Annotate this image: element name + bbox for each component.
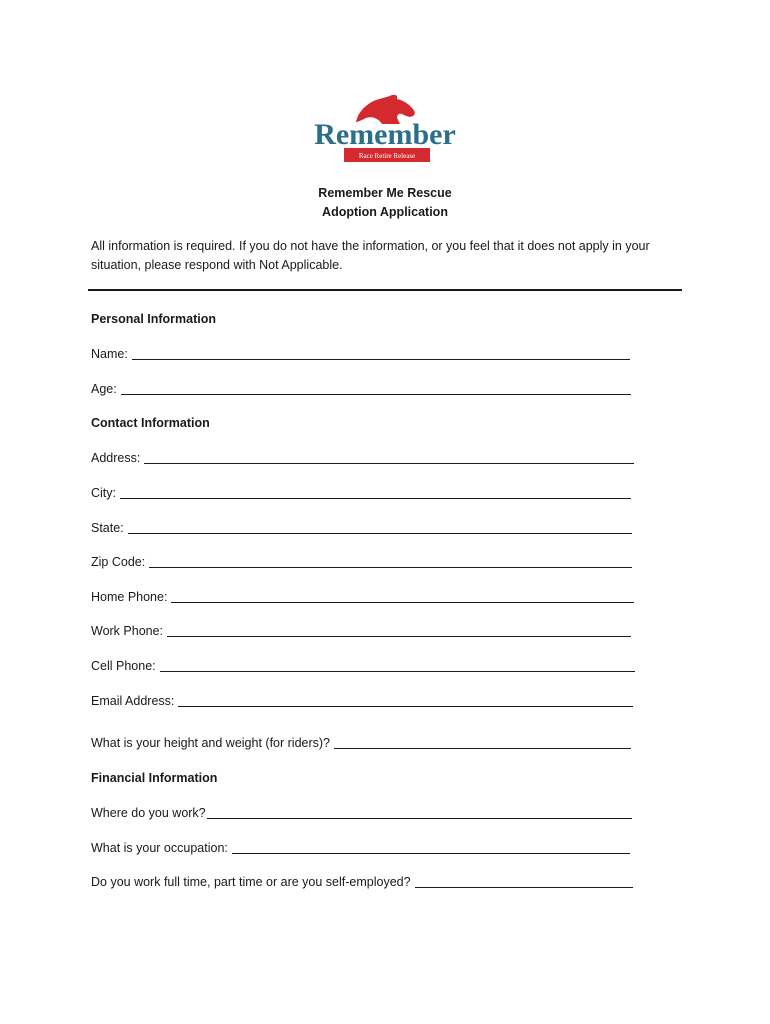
occupation-label: What is your occupation: [91,841,228,855]
where-work-label: Where do you work? [91,806,206,820]
where-work-field [91,804,632,822]
address-field [91,449,634,467]
address-input-line[interactable] [144,451,634,464]
zip-code-field [91,553,632,571]
home-phone-field [91,588,634,606]
section-personal-info: Personal Information [91,312,217,326]
height-weight-input-line[interactable] [334,736,631,749]
state-input-line[interactable] [128,521,632,534]
work-phone-field [91,622,631,640]
state-label: State: [91,521,124,535]
where-work-input-line[interactable] [207,806,632,819]
city-input-line[interactable] [120,486,631,499]
intro-text: All information is required. If you do not have the information, or you feel that it does not apply in your situation, please respond with Not Applicable. [91,239,650,272]
form-title: Adoption Application [322,205,448,219]
occupation-input-line[interactable] [232,841,630,854]
height-weight-label: What is your height and weight (for riders)? [91,736,330,750]
email-input-line[interactable] [178,694,633,707]
rescue-logo [312,92,458,166]
email-field [91,692,633,710]
cell-phone-input-line[interactable] [160,659,635,672]
logo-tagline: Race Retire Release [358,152,416,160]
section-divider [88,289,682,291]
age-input-line[interactable] [121,382,631,395]
name-input-line[interactable] [132,347,630,360]
employment-type-field [91,873,633,891]
home-phone-input-line[interactable] [171,590,634,603]
height-weight-field [91,734,631,752]
org-name: Remember Me Rescue [318,186,452,200]
section-contact-info: Contact Information [91,416,210,430]
cell-phone-label: Cell Phone: [91,659,156,673]
address-label: Address: [91,451,141,465]
age-label: Age: [91,382,117,396]
work-phone-label: Work Phone: [91,624,164,638]
email-label: Email Address: [91,694,175,708]
employment-type-label: Do you work full time, part time or are you self-employed? [91,875,411,889]
cell-phone-field [91,657,635,675]
logo-wordmark: Remember [314,118,456,151]
section-financial-info: Financial Information [91,771,218,785]
zip-code-label: Zip Code: [91,555,146,569]
zip-code-input-line[interactable] [149,555,632,568]
name-field [91,345,630,363]
age-field [91,380,631,398]
city-field [91,484,631,502]
state-field [91,519,632,537]
occupation-field [91,839,630,857]
horse-logo-icon [312,92,458,166]
name-label: Name: [91,347,128,361]
city-label: City: [91,486,116,500]
home-phone-label: Home Phone: [91,590,168,604]
work-phone-input-line[interactable] [167,624,631,637]
employment-type-input-line[interactable] [415,875,633,888]
